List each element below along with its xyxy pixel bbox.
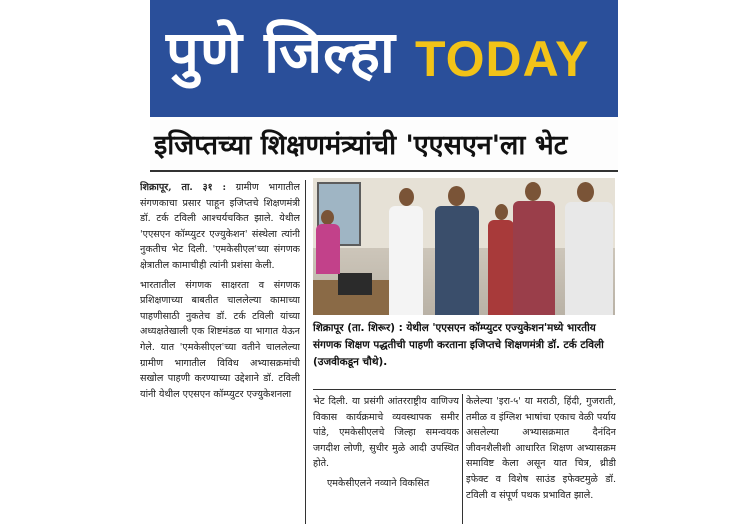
column-divider: [305, 180, 306, 524]
photo-caption: शिक्रापूर (ता. शिरूर) : येथील 'एएसएन कॉम्प्युटर एज्युकेशन'मध्ये भारतीय संगणक शिक्षण पद्धतीची पाहणी करताना इजिप्तचे शिक्षणमंत्री डॉ. टर्क टविली (उजवीकडून चौथे).: [313, 322, 604, 368]
article-column-3: [466, 394, 616, 524]
person-head: [321, 210, 334, 225]
person-woman: [316, 224, 340, 274]
article-column-1: [140, 180, 300, 524]
person-minister: [435, 206, 479, 315]
person-head: [448, 186, 465, 206]
person-head: [525, 182, 541, 201]
person-visitor: [565, 202, 613, 315]
article-headline: इजिप्तच्या शिक्षणमंत्र्यांची 'एएसएन'ला भेट: [150, 120, 618, 172]
article-paragraph: भारतातील संगणक साक्षरता व संगणक प्रशिक्षणाच्या बाबतीत चाललेल्या कामाच्या पाहणीसाठी नुकतेच डॉ. टर्क टविली यांच्या अध्यक्षतेखाली एक शिष्टमंडळ या भागात येऊन गेले. यात 'एमकेसीएल'च्या वतीने चाललेल्या ग्रामीण भागातील विविध अभ्यासक्रमांची सखोल पाहणी करण्याच्या उद्देशाने डॉ. टविली यांनी येथील एएसएन कॉम्प्युटर एज्युकेशनला: [140, 279, 300, 400]
article-paragraph: केलेल्या 'इरा-५' या मराठी, हिंदी, गुजराती, तमीळ व इंग्लिश भाषांचा एकाच वेळी पर्याय असलेल्या अभ्यासक्रमात दैनंदिन जीवनशैलीशी आधारित शिक्षण अभ्यासक्रम समाविष्ट केला असून यात चित्र, थ्रीडी इफेक्ट व विशेष साउंड इफेक्टमुळे डॉ. टविली व संपूर्ण पथक प्रभावित झाले.: [466, 396, 616, 501]
person-visitor: [513, 201, 555, 315]
article-paragraph: भेट दिली. या प्रसंगी आंतरराष्ट्रीय वाणिज्य विकास कार्यक्रमाचे व्यवस्थापक समीर पांडे, एमकेसीएलचे जिल्हा समन्वयक जगदीश लोणी, सुधीर मुळे आदी उपस्थित होते.: [313, 396, 459, 470]
caption-divider: [313, 389, 616, 390]
article-dateline: शिक्रापूर, ता. ३१ :: [140, 182, 227, 193]
masthead-title-marathi: पुणे जिल्हा: [166, 18, 396, 86]
person-presenter: [389, 206, 423, 315]
article-text: ग्रामीण भागातील संगणकाचा प्रसार पाहून इजिप्तचे शिक्षणमंत्री डॉ. टर्क टविली आश्चर्यचकित झाले. येथील 'एएसएन कॉम्प्युटर एज्युकेशन' संस्थेला त्यांनी नुकतीच भेट दिली. 'एमकेसीएल'च्या संगणक क्षेत्रातील कामाचीही त्यांनी प्रशंसा केली.: [140, 182, 300, 271]
article-paragraph: [140, 180, 300, 274]
article-column-2: [313, 394, 459, 524]
column-divider: [462, 394, 463, 524]
person-head: [399, 188, 414, 206]
photo-laptop: [338, 273, 372, 295]
article-paragraph: एमकेसीएलने नव्याने विकसित: [327, 477, 430, 489]
masthead-title-today: TODAY: [415, 31, 590, 87]
news-photo: [313, 178, 615, 315]
person-visitor: [488, 220, 514, 315]
person-head: [577, 182, 594, 202]
person-head: [495, 204, 508, 220]
